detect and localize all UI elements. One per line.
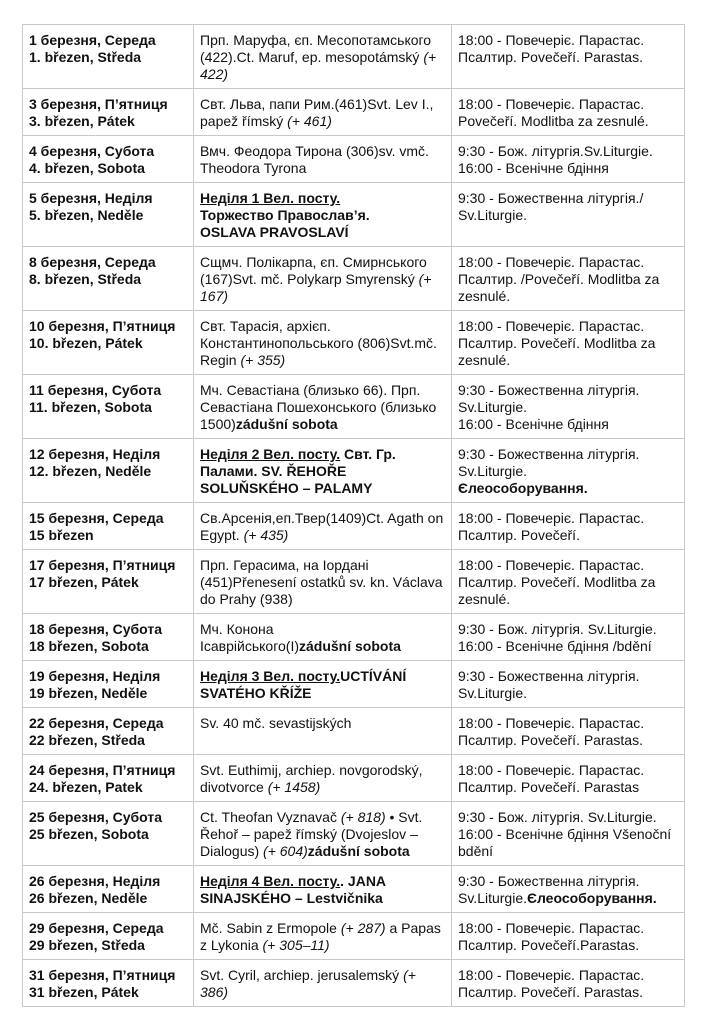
commemoration-text: Неділя 2 Вел. посту.: [200, 446, 341, 462]
services-cell: [452, 708, 685, 755]
commemoration-text-line: [200, 557, 445, 608]
date-cell: [23, 960, 194, 1007]
service-text: 9:30 - Бож. літургія. Sv.Liturgie.: [458, 809, 657, 825]
table-row: [23, 89, 685, 136]
date-czech: 29 březen, Středa: [29, 937, 145, 953]
service-text: 16:00 - Всенічне бдіння: [458, 416, 609, 432]
commemoration-text-line: [200, 254, 445, 305]
commemoration-text: Ісаврійського(І): [200, 638, 299, 654]
service-text-line: [458, 480, 678, 497]
commemoration-text: (+ 604): [263, 843, 308, 859]
table-row: [23, 311, 685, 375]
table-row: [23, 550, 685, 614]
commemoration-cell: [194, 866, 452, 913]
date-ukrainian: 12 березня, Неділя: [29, 446, 161, 462]
service-text: 18:00 - Повечеріє. Парастас. Псалтир. Povečeří. Parastas.: [458, 715, 645, 748]
date-ukrainian: 19 березня, Неділя: [29, 668, 161, 684]
commemoration-cell: [194, 136, 452, 183]
date-czech: 11. březen, Sobota: [29, 399, 152, 415]
service-text-line: [458, 96, 678, 130]
services-cell: [452, 25, 685, 89]
commemoration-cell: [194, 755, 452, 802]
commemoration-text: Сщмч. Полікарпа, єп. Смирнського (167)Svt. mč. Polykarp Smyrenský: [200, 254, 427, 287]
commemoration-text: Неділя 3 Вел. посту.: [200, 668, 341, 684]
services-cell: [452, 661, 685, 708]
date-czech: 15 březen: [29, 527, 94, 543]
table-row: [23, 375, 685, 439]
date-ukrainian: 29 березня, Середа: [29, 920, 164, 936]
table-row: [23, 960, 685, 1007]
commemoration-text: Мч. Конона: [200, 621, 274, 637]
commemoration-text: (+ 386): [200, 967, 416, 1000]
service-text-line: [458, 318, 678, 369]
commemoration-text-line: [200, 318, 445, 369]
commemoration-text-line: [200, 207, 445, 224]
date-cell: [23, 311, 194, 375]
date-czech: 18 březen, Sobota: [29, 638, 149, 654]
date-cell: [23, 550, 194, 614]
service-text: 9:30 - Божественна літургія. Sv.Liturgie.: [458, 668, 640, 701]
date-cell: [23, 802, 194, 866]
date-ukrainian: 8 березня, Середа: [29, 254, 156, 270]
service-text-line: [458, 826, 678, 860]
table-row: [23, 25, 685, 89]
services-cell: [452, 439, 685, 503]
commemoration-text-line: [200, 382, 445, 433]
date-czech: 19 březen, Neděle: [29, 685, 148, 701]
date-ukrainian: 18 березня, Субота: [29, 621, 162, 637]
date-cell: [23, 247, 194, 311]
commemoration-text: (+ 1458): [267, 779, 321, 795]
commemoration-text: Свт. Льва, папи Рим.(461)Svt. Lev I., papež římský: [200, 96, 434, 129]
commemoration-text: zádušní sobota: [307, 843, 410, 859]
date-czech: 31 březen, Pátek: [29, 984, 139, 1000]
date-cell: [23, 439, 194, 503]
services-cell: [452, 311, 685, 375]
commemoration-text: Прп. Маруфа, єп. Месопотамського (422).Ct. Maruf, ep. mesopotámský: [200, 32, 432, 65]
date-cell: [23, 89, 194, 136]
commemoration-cell: [194, 550, 452, 614]
date-ukrainian: 22 березня, Середа: [29, 715, 164, 731]
services-cell: [452, 247, 685, 311]
commemoration-text: Svt. Euthimij, archiep. novgorodský, divotvorce: [200, 762, 423, 795]
service-text-line: [458, 557, 678, 608]
services-cell: [452, 614, 685, 661]
date-ukrainian: 31 березня, П’ятниця: [29, 967, 176, 983]
services-cell: [452, 503, 685, 550]
service-text-line: [458, 809, 678, 826]
commemoration-text: (+ 435): [243, 527, 289, 543]
service-text: 18:00 - Повечеріє. Парастас. Псалтир. Povečeří.: [458, 510, 645, 543]
commemoration-text: Неділя 1 Вел. посту.: [200, 190, 341, 206]
date-czech: 24. březen, Patek: [29, 779, 143, 795]
service-text: 9:30 - Божественна літургія. Sv.Liturgie.: [458, 873, 640, 906]
service-text: 9:30 - Бож. літургія.Sv.Liturgie.: [458, 143, 653, 159]
schedule-document: [22, 24, 684, 1007]
date-czech: 22 březen, Středa: [29, 732, 145, 748]
service-text: 9:30 - Божественна літургія. Sv.Liturgie.: [458, 382, 640, 415]
services-cell: [452, 183, 685, 247]
commemoration-cell: [194, 614, 452, 661]
date-ukrainian: 5 березня, Неділя: [29, 190, 153, 206]
service-text: Єлеособорування.: [527, 890, 657, 906]
commemoration-cell: [194, 913, 452, 960]
service-text: 16:00 - Всенічне бдіння Všenoční bdění: [458, 826, 672, 859]
commemoration-text-line: [200, 873, 445, 907]
service-text-line: [458, 446, 678, 480]
commemoration-text: Sv. 40 mč. sevastijských: [200, 715, 352, 731]
commemoration-text-line: [200, 638, 445, 655]
services-cell: [452, 913, 685, 960]
date-czech: 17 březen, Pátek: [29, 574, 139, 590]
lent-schedule-table: [22, 24, 685, 1007]
services-cell: [452, 136, 685, 183]
services-cell: [452, 802, 685, 866]
commemoration-text: (+ 818): [340, 809, 386, 825]
date-ukrainian: 24 березня, П’ятниця: [29, 762, 176, 778]
commemoration-text: Прп. Герасима, на Іордані (451)Přenesení ostatků sv. kn. Václava do Prahy (938): [200, 557, 443, 607]
date-cell: [23, 183, 194, 247]
service-text-line: [458, 762, 678, 796]
service-text-line: [458, 160, 678, 177]
service-text-line: [458, 254, 678, 305]
date-czech: 5. březen, Neděle: [29, 207, 144, 223]
service-text: 18:00 - Повечеріє. Парастас. Псалтир. Povečeří. Parastas: [458, 762, 645, 795]
service-text: 18:00 - Повечеріє. Парастас. Псалтир. Povečeří. Parastas.: [458, 967, 645, 1000]
commemoration-text: UCTÍVÁNÍ SVATÉHO KŘÍŽE: [200, 668, 407, 701]
table-row: [23, 866, 685, 913]
date-ukrainian: 11 березня, Субота: [29, 382, 162, 398]
date-cell: [23, 708, 194, 755]
commemoration-cell: [194, 89, 452, 136]
service-text-line: [458, 510, 678, 544]
service-text-line: [458, 715, 678, 749]
service-text: Єлеособорування.: [458, 480, 588, 496]
commemoration-text: Svt. Cyril, archiep. jerusalemský: [200, 967, 404, 983]
service-text: 18:00 - Повечеріє. Парастас. Псалтир. Povečeří.Parastas.: [458, 920, 645, 953]
date-czech: 12. březen, Neděle: [29, 463, 152, 479]
date-ukrainian: 1 березня, Середа: [29, 32, 156, 48]
date-ukrainian: 3 березня, П’ятниця: [29, 96, 168, 112]
service-text-line: [458, 920, 678, 954]
commemoration-text: zádušní sobota: [235, 416, 338, 432]
commemoration-text: Св.Арсенія,еп.Твер(1409)Ct. Agath on Egypt.: [200, 510, 444, 543]
table-row: [23, 913, 685, 960]
date-cell: [23, 866, 194, 913]
date-cell: [23, 614, 194, 661]
commemoration-text: Мч. Севастіана (близько 66). Прп. Севастіана Пошехонського (близько 1500): [200, 382, 437, 432]
service-text: 16:00 - Всенічне бдіння: [458, 160, 609, 176]
commemoration-cell: [194, 311, 452, 375]
commemoration-text: Неділя 4 Вел. посту.: [200, 873, 341, 889]
commemoration-text-line: [200, 920, 445, 954]
date-ukrainian: 25 березня, Субота: [29, 809, 162, 825]
commemoration-text: (+ 287): [340, 920, 386, 936]
commemoration-text: Вмч. Феодора Тирона (306)sv. vmč. Theodora Tyrona: [200, 143, 429, 176]
service-text-line: [458, 638, 678, 655]
table-row: [23, 708, 685, 755]
commemoration-cell: [194, 661, 452, 708]
date-czech: 4. březen, Sobota: [29, 160, 145, 176]
commemoration-text: (+ 167): [200, 271, 432, 304]
commemoration-text-line: [200, 224, 445, 241]
commemoration-cell: [194, 503, 452, 550]
services-cell: [452, 866, 685, 913]
service-text: 16:00 - Всенічне бдіння /bdění: [458, 638, 652, 654]
date-cell: [23, 755, 194, 802]
table-row: [23, 614, 685, 661]
commemoration-cell: [194, 708, 452, 755]
commemoration-text: a Papas z Lykonia: [200, 920, 441, 953]
commemoration-text: Свт. Гр. Палами. SV. ŘEHOŘE SOLUŇSKÉHO – PALAMY: [200, 446, 396, 496]
commemoration-text-line: [200, 190, 445, 207]
services-cell: [452, 755, 685, 802]
table-row: [23, 503, 685, 550]
commemoration-text: (+ 461): [287, 113, 332, 129]
commemoration-cell: [194, 960, 452, 1007]
service-text-line: [458, 32, 678, 66]
commemoration-text: • Svt. Řehoř – papež římský (Dvojeslov – Dialogus): [200, 809, 423, 859]
service-text: 9:30 - Бож. літургія. Sv.Liturgie.: [458, 621, 657, 637]
commemoration-text: Торжество Православ’я.: [200, 207, 370, 223]
commemoration-text: (+ 422): [200, 49, 437, 82]
date-czech: 1. březen, Středa: [29, 49, 142, 65]
schedule-rows: [23, 25, 685, 1007]
commemoration-text: OSLAVA PRAVOSLAVÍ: [200, 224, 349, 240]
table-row: [23, 755, 685, 802]
service-text: 9:30 - Божественна літургія./ Sv.Liturgie.: [458, 190, 644, 223]
service-text-line: [458, 873, 678, 907]
service-text: 9:30 - Божественна літургія. Sv.Liturgie.: [458, 446, 640, 479]
date-ukrainian: 17 березня, П’ятниця: [29, 557, 176, 573]
service-text-line: [458, 621, 678, 638]
commemoration-text: zádušní sobota: [299, 638, 401, 654]
service-text-line: [458, 668, 678, 702]
date-cell: [23, 25, 194, 89]
commemoration-cell: [194, 25, 452, 89]
service-text: 18:00 - Повечеріє. Парастас. Псалтир. Povečeří. Modlitba za zesnulé.: [458, 557, 656, 607]
date-ukrainian: 26 березня, Неділя: [29, 873, 161, 889]
service-text-line: [458, 416, 678, 433]
commemoration-text-line: [200, 621, 445, 638]
date-ukrainian: 10 березня, П’ятниця: [29, 318, 176, 334]
date-czech: 8. březen, Středa: [29, 271, 142, 287]
date-cell: [23, 913, 194, 960]
commemoration-text: Mč. Sabin z Ermopole: [200, 920, 341, 936]
commemoration-cell: [194, 183, 452, 247]
commemoration-text-line: [200, 715, 445, 732]
commemoration-text: (+ 305–11): [262, 937, 330, 953]
commemoration-text-line: [200, 809, 445, 860]
table-row: [23, 136, 685, 183]
commemoration-text: . JANA SINAJSKÉHO – Lestvičnika: [200, 873, 386, 906]
commemoration-text-line: [200, 762, 445, 796]
commemoration-text-line: [200, 668, 445, 702]
date-czech: 26 březen, Neděle: [29, 890, 148, 906]
service-text: 18:00 - Повечеріє. Парастас. Povečeří. Modlitba za zesnulé.: [458, 96, 649, 129]
services-cell: [452, 375, 685, 439]
service-text-line: [458, 967, 678, 1001]
service-text-line: [458, 190, 678, 224]
commemoration-text-line: [200, 446, 445, 497]
commemoration-text-line: [200, 510, 445, 544]
commemoration-text-line: [200, 96, 445, 130]
service-text: 18:00 - Повечеріє. Парастас. Псалтир. /Povečeří. Modlitba za zesnulé.: [458, 254, 660, 304]
date-czech: 10. březen, Pátek: [29, 335, 143, 351]
table-row: [23, 247, 685, 311]
commemoration-text: Свт. Тарасія, архієп. Константинопольського (806)Svt.mč. Regin: [200, 318, 437, 368]
date-cell: [23, 375, 194, 439]
date-czech: 25 březen, Sobota: [29, 826, 149, 842]
commemoration-text: (+ 355): [240, 352, 286, 368]
service-text: 18:00 - Повечеріє. Парастас. Псалтир. Povečeří. Modlitba za zesnulé.: [458, 318, 656, 368]
table-row: [23, 661, 685, 708]
commemoration-cell: [194, 247, 452, 311]
service-text: 18:00 - Повечеріє. Парастас. Псалтир. Povečeří. Parastas.: [458, 32, 645, 65]
commemoration-cell: [194, 439, 452, 503]
commemoration-cell: [194, 375, 452, 439]
service-text-line: [458, 382, 678, 416]
date-ukrainian: 15 березня, Середа: [29, 510, 164, 526]
commemoration-text-line: [200, 967, 445, 1001]
date-czech: 3. březen, Pátek: [29, 113, 135, 129]
services-cell: [452, 550, 685, 614]
table-row: [23, 439, 685, 503]
date-ukrainian: 4 березня, Субота: [29, 143, 155, 159]
date-cell: [23, 503, 194, 550]
commemoration-text: Ct. Theofan Vyznavač: [200, 809, 341, 825]
commemoration-cell: [194, 802, 452, 866]
services-cell: [452, 960, 685, 1007]
services-cell: [452, 89, 685, 136]
service-text-line: [458, 143, 678, 160]
date-cell: [23, 136, 194, 183]
table-row: [23, 183, 685, 247]
commemoration-text-line: [200, 32, 445, 83]
commemoration-text-line: [200, 143, 445, 177]
date-cell: [23, 661, 194, 708]
table-row: [23, 802, 685, 866]
